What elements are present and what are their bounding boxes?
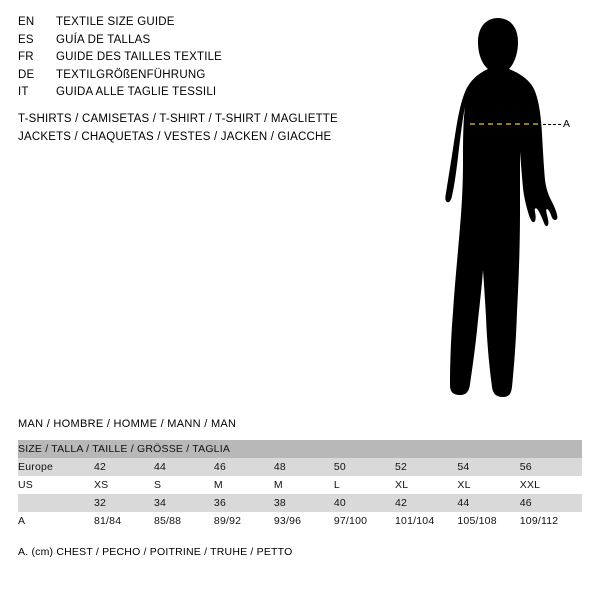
row-label: Europe (18, 458, 94, 476)
table-row (18, 476, 582, 494)
cell-value: 89/92 (214, 512, 274, 530)
language-row (18, 84, 388, 102)
language-code: IT (18, 86, 29, 98)
cell-value: 46 (214, 458, 274, 476)
cell-value: 44 (457, 494, 519, 512)
table-header-label: SIZE / TALLA / TAILLE / GRÖSSE / TAGLIA (18, 440, 582, 458)
table-row (18, 458, 582, 476)
language-row (18, 32, 388, 50)
cell-value: M (274, 476, 334, 494)
cell-value: XXL (520, 476, 582, 494)
cell-value: 81/84 (94, 512, 154, 530)
footnote: A. (cm) CHEST / PECHO / POITRINE / TRUHE / PETTO (18, 546, 293, 558)
category-list (18, 110, 398, 146)
cell-value: S (154, 476, 214, 494)
table-row (18, 494, 582, 512)
cell-value: 42 (94, 458, 154, 476)
silhouette-icon (415, 12, 595, 402)
measure-leader-line (543, 124, 561, 125)
cell-value: 34 (154, 494, 214, 512)
cell-value: 109/112 (520, 512, 582, 530)
cell-value: XL (457, 476, 519, 494)
cell-value: 105/108 (457, 512, 519, 530)
cell-value: 36 (214, 494, 274, 512)
language-code: FR (18, 51, 34, 63)
measure-label-a: A (563, 118, 571, 130)
language-text: TEXTILGRÖßENFÜHRUNG (56, 68, 206, 81)
language-text: GUIDA ALLE TAGLIE TESSILI (56, 86, 217, 98)
table-title: MAN / HOMBRE / HOMME / MANN / MAN (18, 418, 237, 430)
cell-value: 52 (395, 458, 457, 476)
language-text: GUIDE DES TAILLES TEXTILE (56, 51, 223, 63)
cell-value: XL (395, 476, 457, 494)
size-table (18, 440, 582, 530)
language-code: DE (18, 68, 35, 81)
cell-value: XS (94, 476, 154, 494)
cell-value: M (214, 476, 274, 494)
cell-value: 85/88 (154, 512, 214, 530)
row-label: US (18, 476, 94, 494)
language-row (18, 49, 388, 67)
language-row (18, 67, 388, 85)
cell-value: 48 (274, 458, 334, 476)
cell-value: 54 (457, 458, 519, 476)
language-list (18, 14, 388, 102)
cell-value: 97/100 (334, 512, 395, 530)
cell-value: 32 (94, 494, 154, 512)
row-label: A (18, 512, 94, 530)
table-header-row (18, 440, 582, 458)
cell-value: 56 (520, 458, 582, 476)
language-code: ES (18, 33, 34, 46)
cell-value: 101/104 (395, 512, 457, 530)
cell-value: 44 (154, 458, 214, 476)
category-tshirts: T-SHIRTS / CAMISETAS / T-SHIRT / T-SHIRT / MAGLIETTE (18, 113, 338, 125)
language-text: GUÍA DE TALLAS (56, 33, 151, 46)
cell-value: L (334, 476, 395, 494)
cell-value: 40 (334, 494, 395, 512)
cell-value: 42 (395, 494, 457, 512)
cell-value: 46 (520, 494, 582, 512)
cell-value: 38 (274, 494, 334, 512)
language-text: TEXTILE SIZE GUIDE (56, 16, 175, 28)
male-silhouette-figure (415, 12, 595, 402)
category-jackets: JACKETS / CHAQUETAS / VESTES / JACKEN / GIACCHE (18, 131, 332, 143)
cell-value: 93/96 (274, 512, 334, 530)
language-row (18, 14, 388, 32)
row-label (18, 494, 94, 512)
language-code: EN (18, 16, 35, 28)
cell-value: 50 (334, 458, 395, 476)
table-row (18, 512, 582, 530)
